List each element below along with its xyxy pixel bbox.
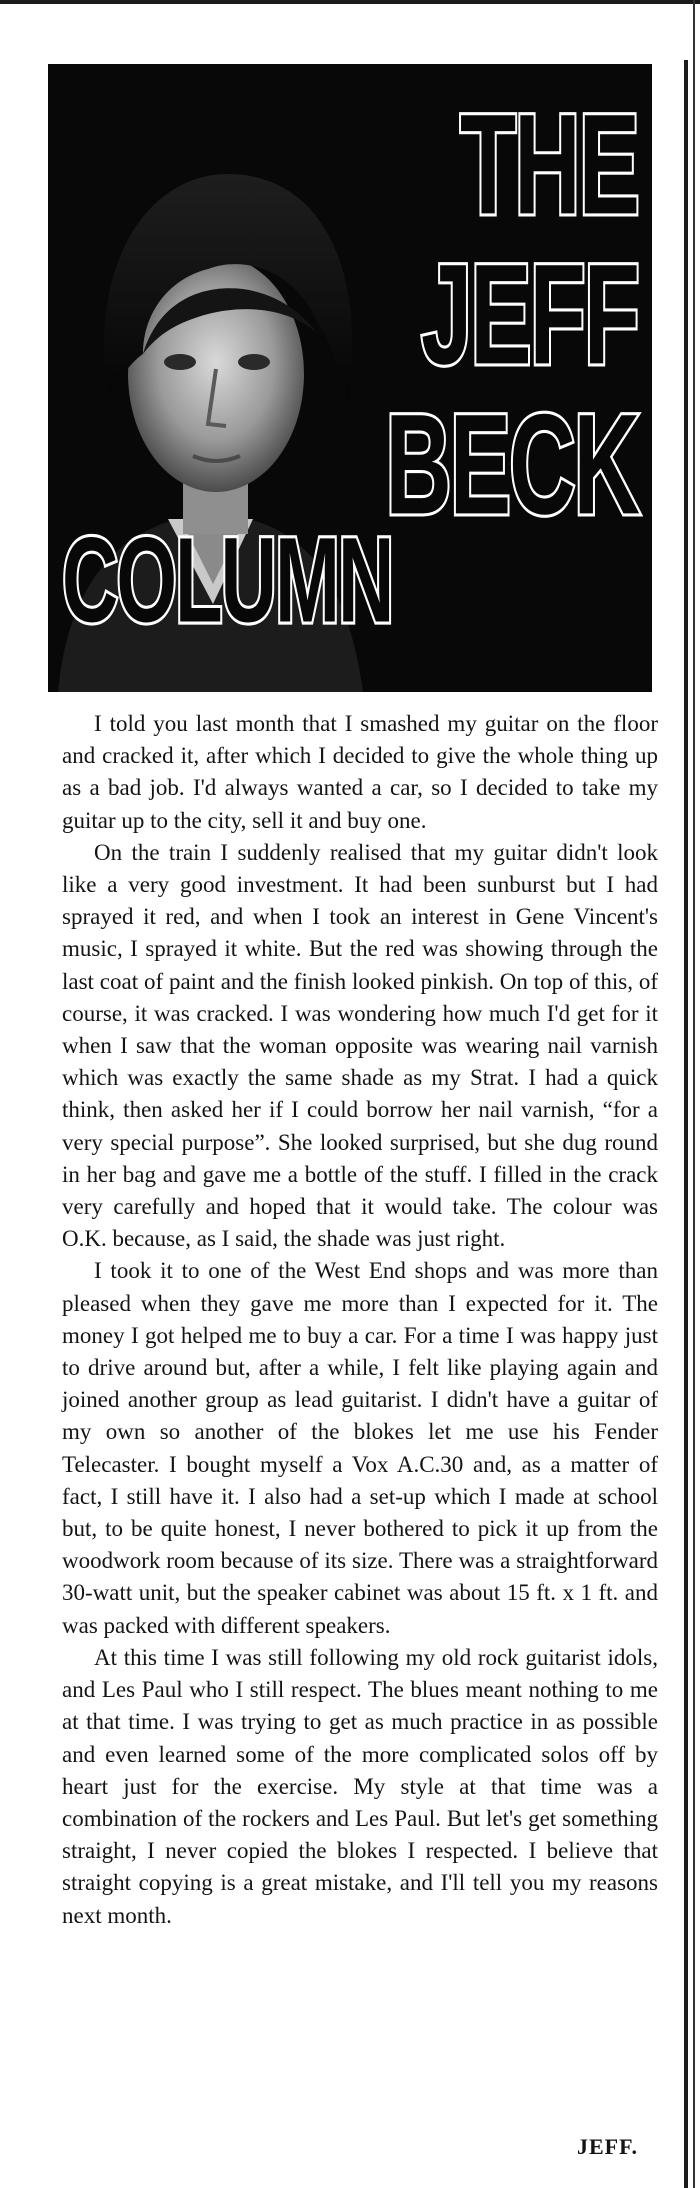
title-line-beck: BECK (385, 386, 638, 545)
top-rule (0, 0, 700, 4)
paragraph-4: At this time I was still following my old rock guitarist idols, and Les Paul who I still respect. The blues meant nothing to me at that time. I was trying to get as much practice in as possible and even learned some of the more complicated solos off by heart just for the exercise. My style at that time was a combination of the rockers and Les Paul. But let's get something straight, I never copied the blokes I respected. I believe that straight copying is a great mistake, and I'll tell you my reasons next month. (62, 1644, 658, 1928)
column-title (338, 86, 638, 545)
paragraph-3: I took it to one of the West End shops and was more than pleased when they gave me more than I expected for it. The money I got helped me to buy a car. For a time I was happy just to drive around but, after a while, I felt like playing again and joined another group as lead guitarist. I didn't have a guitar of my own so another of the blokes let me use his Fender Telecaster. I bought myself a Vox A.C.30 and, as a matter of fact, I still have it. I also had a set-up which I made at school but, to be quite honest, I never bothered to pick it up from the woodwork room because of its size. There was a straightforward 30-watt unit, but the speaker cabinet was about 15 ft. x 1 ft. and was packed with different speakers. (62, 1258, 658, 1638)
title-line-jeff: JEFF (421, 236, 638, 395)
title-line-the: THE (460, 86, 638, 245)
page-edge-rule (693, 0, 695, 2188)
paragraph-2: On the train I suddenly realised that my guitar didn't look like a very good investment. It had been sunburst but I had sprayed it red, and when I took an interest in Gene Vincent's music, I sprayed it white. But the red was showing through the last coat of paint and the finish looked pinkish. On top of this, of course, it was cracked. I was wondering how much I'd get for it when I saw that the woman opposite was wearing nail varnish which was exactly the same shade as my Strat. I had a quick think, then asked her if I could borrow her nail varnish, “for a very special purpose”. She looked surprised, but she dug round in her bag and gave me a bottle of the stuff. I filled in the crack very carefully and hoped that it would take. The colour was O.K. because, as I said, the shade was just right. (62, 839, 658, 1252)
column-divider (684, 60, 688, 2188)
article-body (62, 708, 658, 1932)
author-signature: JEFF. (576, 2134, 638, 2159)
paragraph-1: I told you last month that I smashed my guitar on the floor and cracked it, after which I decided to give the whole thing up as a bad job. I'd always wanted a car, so I decided to take my guitar up to the city, sell it and buy one. (62, 711, 658, 833)
title-line-column: COLUMN (62, 511, 393, 648)
column-header (48, 64, 652, 692)
